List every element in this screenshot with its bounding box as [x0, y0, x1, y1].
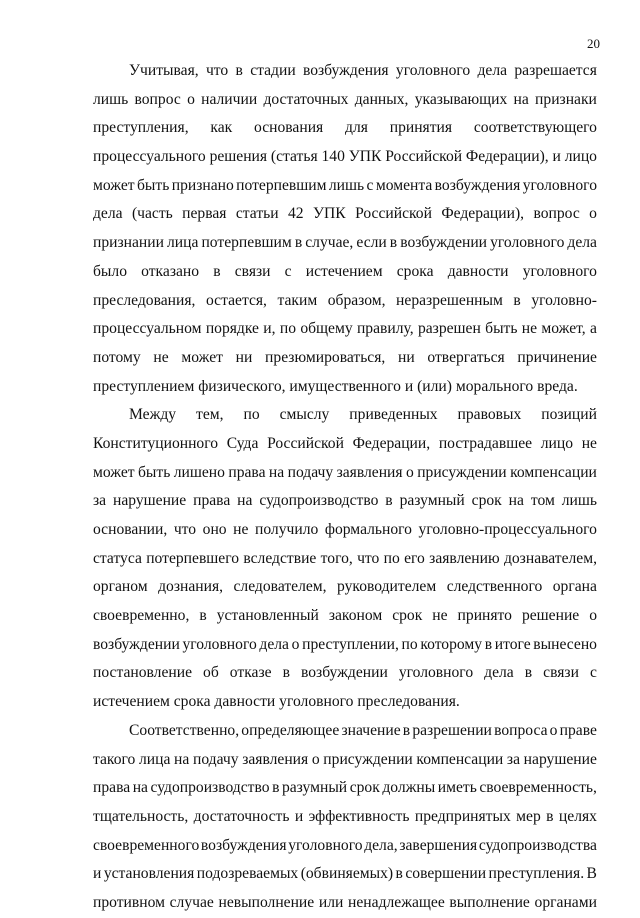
text-line: было отказано в связи с истечением срока давности уголовного	[93, 262, 597, 280]
paragraph-2	[93, 401, 597, 717]
text-line: статуса потерпевшего вследствие того, что по его заявлению дознавателем,	[93, 549, 597, 567]
paragraph-1	[93, 57, 597, 401]
text-line: потому не может ни презюмироваться, ни отвергаться причинение	[93, 348, 597, 366]
text-line: процессуальном порядке и, по общему правилу, разрешен быть не может, а	[93, 320, 597, 338]
text-line: возбуждении уголовного дела о преступлении, по которому в итоге вынесено	[93, 635, 597, 653]
text-line: процессуального решения (статья 140 УПК Российской Федерации), и лицо	[93, 148, 597, 166]
text-line: своевременного возбуждения уголовного дела, завершения судопроизводства	[93, 836, 597, 854]
text-line: может быть признано потерпевшим лишь с момента возбуждения уголовного	[93, 176, 597, 194]
text-line: тщательность, достаточность и эффективность предпринятых мер в целях	[93, 807, 597, 825]
text-line: лишь вопрос о наличии достаточных данных, указывающих на признаки	[93, 90, 597, 108]
text-line: Между тем, по смыслу приведенных правовых позиций	[129, 406, 597, 424]
text-line: права на судопроизводство в разумный срок должны иметь своевременность,	[93, 779, 597, 797]
text-line: своевременно, в установленный законом срок не принято решение о	[93, 607, 597, 625]
text-line: преступлением физического, имущественного и (или) морального вреда.	[93, 377, 578, 395]
text-line: Соответственно, определяющее значение в разрешении вопроса о праве	[129, 721, 597, 739]
text-line: Учитывая, что в стадии возбуждения уголовного дела разрешается	[129, 62, 597, 79]
text-line: постановление об отказе в возбуждении уголовного дела в связи с	[93, 664, 597, 682]
text-line: и установления подозреваемых (обвиняемых) в совершении преступления. В	[93, 865, 597, 883]
text-line: преступления, как основания для принятия соответствующего	[93, 119, 597, 137]
text-line: признании лица потерпевшим в случае, если в возбуждении уголовного дела	[93, 234, 597, 252]
body-text	[93, 57, 597, 918]
page-number: 20	[587, 36, 600, 51]
text-line: основании, что оно не получило формального уголовно-процессуального	[93, 521, 597, 538]
text-line: преследования, остается, таким образом, неразрешенным в уголовно-	[93, 291, 597, 309]
text-line: противном случае невыполнение или ненадлежащее выполнение органами	[93, 893, 597, 911]
text-line: Конституционного Суда Российской Федерации, пострадавшее лицо не	[93, 434, 597, 452]
text-line: может быть лишено права на подачу заявления о присуждении компенсации	[93, 463, 597, 481]
text-line: такого лица на подачу заявления о присуждении компенсации за нарушение	[93, 750, 597, 768]
paragraph-3	[93, 717, 597, 918]
text-line: дела (часть первая статьи 42 УПК Российской Федерации), вопрос о	[93, 205, 597, 223]
text-line: органом дознания, следователем, руководителем следственного органа	[93, 578, 597, 596]
text-line: за нарушение права на судопроизводство в разумный срок на том лишь	[93, 492, 597, 510]
text-line: истечением срока давности уголовного преследования.	[93, 693, 460, 711]
